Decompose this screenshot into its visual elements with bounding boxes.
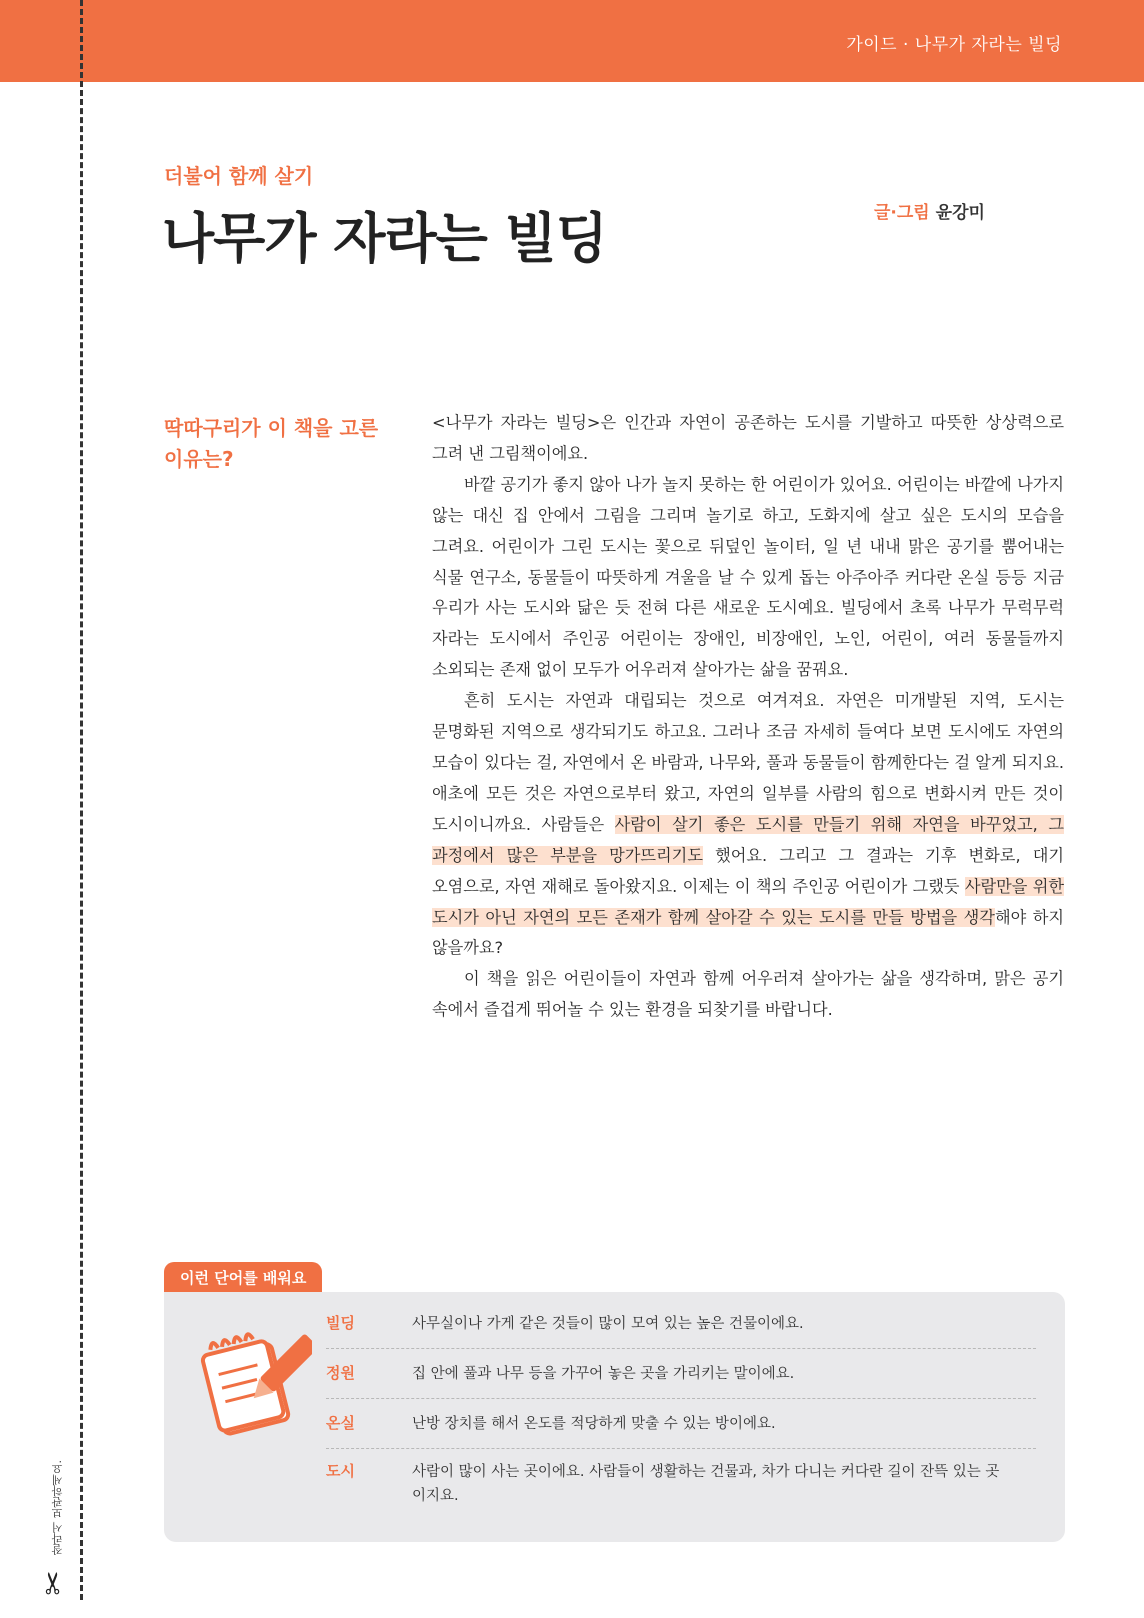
vocab-item	[326, 1362, 1036, 1399]
cut-line	[80, 0, 83, 1600]
guide-label: 가이드 · 나무가 자라는 빌딩	[846, 35, 1062, 55]
highlight-2: 사람만을 위한 도시가 아닌 자연의 모든 존재가 함께 살아갈 수 있는 도시를 만들 방법을 생각	[432, 876, 1065, 927]
vocab-definition: 사람이 많이 사는 곳이에요. 사람들이 생활하는 건물과, 차가 다니는 커다란 길이 잔뜩 있는 곳이지요.	[412, 1464, 1000, 1504]
vocabulary-box	[164, 1292, 1065, 1542]
vocab-term: 정원	[326, 1364, 355, 1382]
cut-note: 잘라서 보관하세요.	[51, 1460, 64, 1555]
paragraph-3-text-a: 흔히 도시는 자연과 대립되는 것으로 여겨져요. 자연은 미개발된 지역, 도시는 문명화된 지역으로 생각되기도 하고요. 그러나 조금 자세히 들여다 보면 도시에도 자연의 모습이 있다는 걸, 자연에서 온 바람과, 나무와, 풀과 동물들이 함께한다는 걸 알게 되지요. 애초에 모든 것은 자연으로부터 왔고, 자연의 일부를 사람의 힘으로 변화시켜 만든 것이 도시이니까요. 사람들은	[432, 691, 1064, 834]
section-kicker: 더불어 함께 살기	[164, 164, 314, 188]
notepad-pencil-icon	[192, 1320, 312, 1440]
reason-heading: 딱따구리가 이 책을 고른 이유는?	[164, 416, 379, 471]
paragraph-3-text-b: 했어요. 그리고 그 결과는 기후 변화로, 대기 오염으로, 자연 재해로 돌아왔지요. 이제는 이 책의 주인공 어린이가 그랬듯	[432, 845, 1064, 896]
vocab-definition: 사무실이나 가게 같은 것들이 많이 모여 있는 높은 건물이에요.	[412, 1316, 804, 1332]
byline-author: 윤강미	[935, 203, 985, 223]
byline-role: 글·그림	[874, 203, 930, 223]
vocab-item	[326, 1412, 1036, 1449]
paragraph-2: 바깥 공기가 좋지 않아 나가 놀지 못하는 한 어린이가 있어요. 어린이는 바깥에 나가지 않는 대신 집 안에서 그림을 그리며 놀기로 하고, 도화지에 살고 싶은 도시의 모습을 그려요. 어린이가 그린 도시는 꽃으로 뒤덮인 놀이터, 일 년 내내 맑은 공기를 뿜어내는 식물 연구소, 동물들이 따뜻하게 겨울을 날 수 있게 돕는 아주아주 커다란 온실 등등 지금 우리가 사는 도시와 닮은 듯 전혀 다른 새로운 도시예요. 빌딩에서 초록 나무가 무럭무럭 자라는 도시에서 주인공 어린이는 장애인, 비장애인, 노인, 어린이, 여러 동물들까지 소외되는 존재 없이 모두가 어우러져 살아가는 삶을 꿈꿔요.	[432, 474, 1064, 680]
vocab-item	[326, 1312, 1036, 1349]
byline	[874, 198, 985, 223]
paragraph-4: 이 책을 읽은 어린이들이 자연과 함께 어우러져 살아가는 삶을 생각하며, 맑은 공기 속에서 즐겁게 뛰어놀 수 있는 환경을 되찾기를 바랍니다.	[432, 969, 1064, 1020]
highlight-1: 사람이 살기 좋은 도시를 만들기 위해 자연을 바꾸었고, 그 과정에서 많은 부분을 망가뜨리기도	[432, 814, 1064, 865]
article-body	[432, 408, 1064, 1026]
page-title: 나무가 자라는 빌딩	[162, 207, 607, 270]
paragraph-1: <나무가 자라는 빌딩>은 인간과 자연이 공존하는 도시를 기발하고 따뜻한 상상력으로 그려 낸 그림책이에요.	[432, 413, 1064, 463]
vocab-definition: 집 안에 풀과 나무 등을 가꾸어 놓은 곳을 가리키는 말이에요.	[412, 1366, 795, 1382]
vocab-term: 도시	[326, 1462, 355, 1480]
vocabulary-tab: 이런 단어를 배워요	[164, 1262, 322, 1294]
vocab-term: 빌딩	[326, 1314, 355, 1332]
header-bar	[0, 0, 1144, 82]
vocab-definition: 난방 장치를 해서 온도를 적당하게 맞출 수 있는 방이에요.	[412, 1416, 776, 1432]
vocab-item	[326, 1460, 1036, 1520]
paragraph-3-text-c: 해야 하지 않을까요?	[432, 907, 1065, 958]
scissors-icon: ✂	[36, 1570, 72, 1596]
paragraph-3	[432, 686, 1064, 964]
vocab-term: 온실	[326, 1414, 355, 1432]
